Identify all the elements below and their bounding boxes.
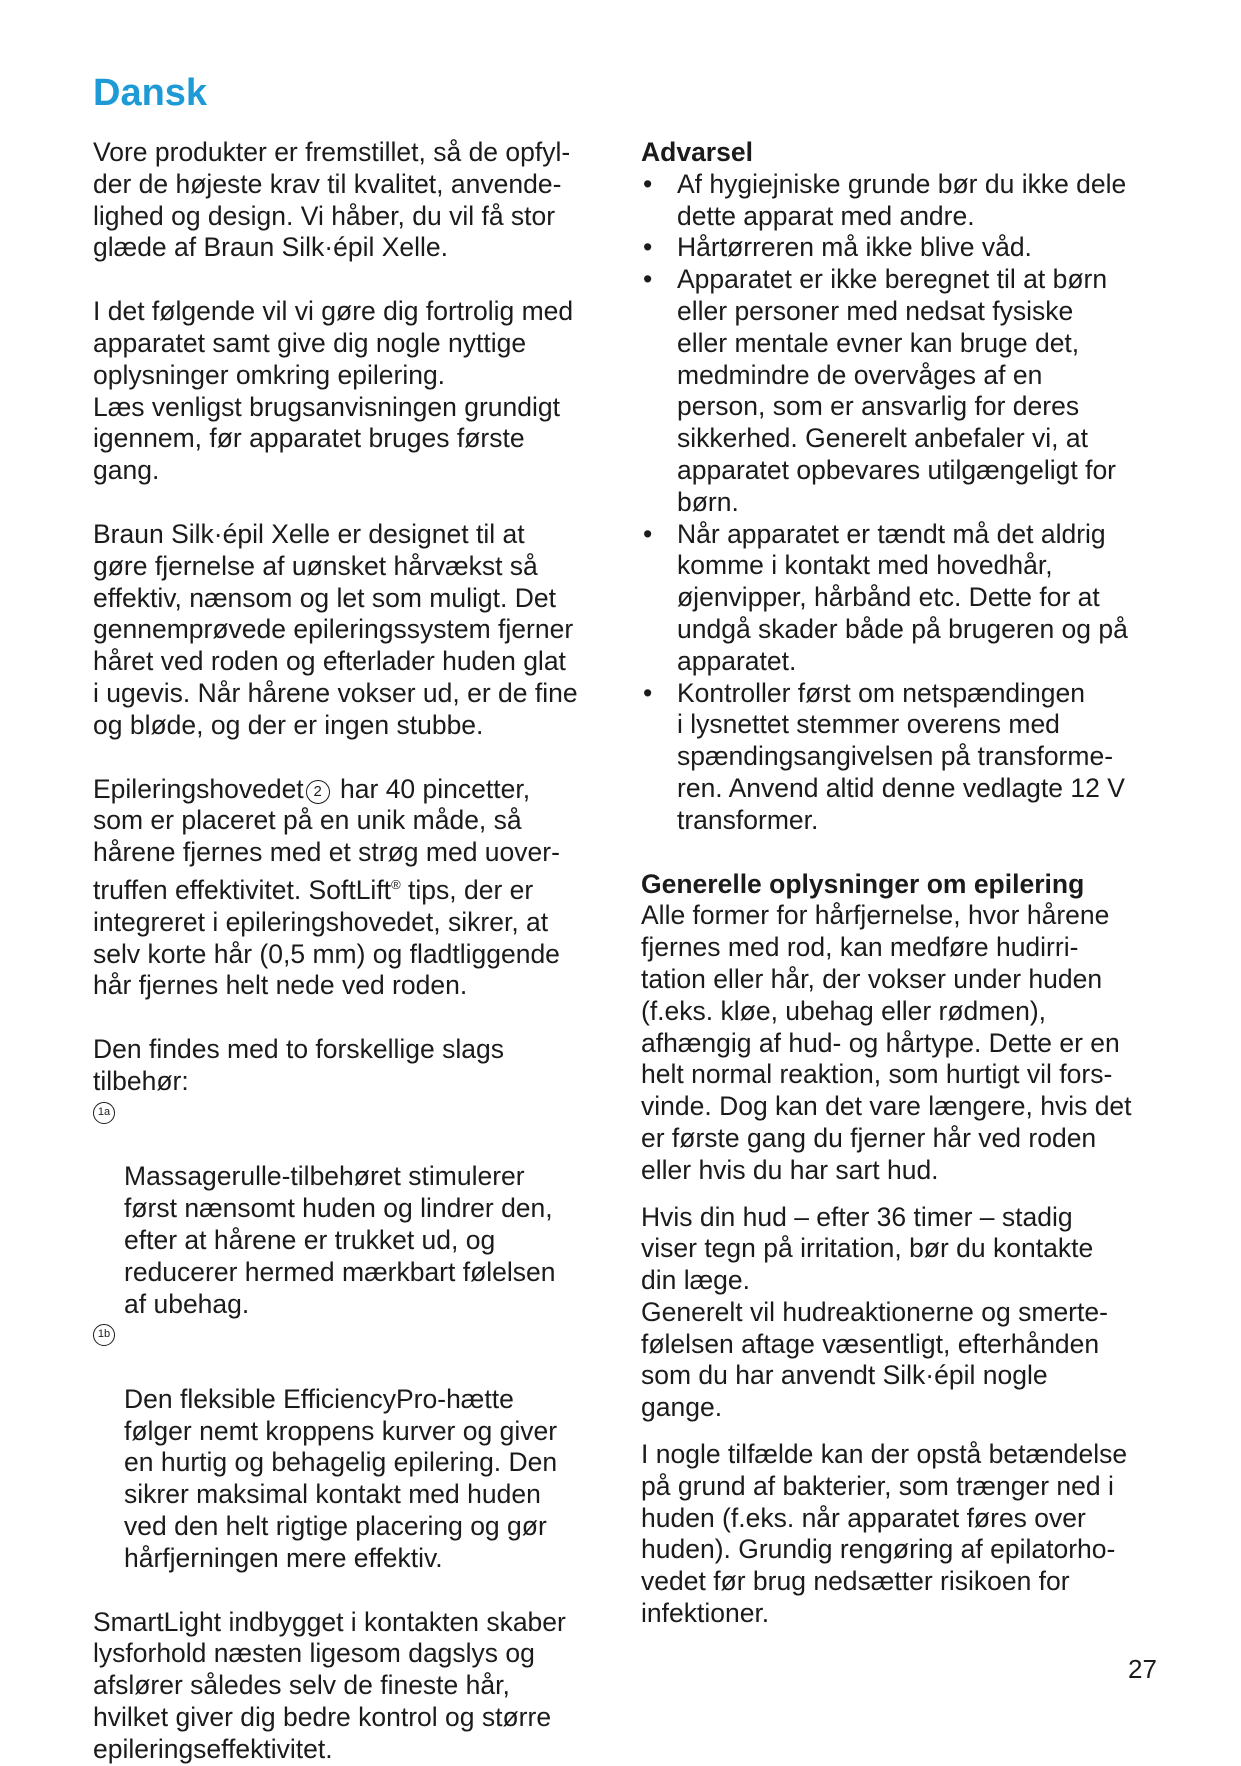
epilation-head-paragraph: [93, 774, 613, 1003]
design-paragraph: Braun Silk·épil Xelle er designet til at gøre fjernelse af uønsket hårvækst så effektiv, nænsom og let som muligt. Det gennemprøvede epileringssystem fjerner håret ved roden og efterlader huden glat i ugevis. Når hårene vokser ud, er de fine og bløde, og der er ingen stubbe.: [93, 518, 578, 740]
familiarize-paragraph: I det følgende vil vi gøre dig fortrolig med apparatet samt give dig nogle nyttige oplysninger omkring epilering.: [93, 296, 574, 390]
intro-paragraph: Vore produkter er fremstillet, så de opfyl- der de højeste krav til kvalitet, anvende- lighed og design. Vi håber, du vil få stor glæde af Braun Silk·épil Xelle.: [93, 137, 571, 263]
page-number: 27: [1128, 1654, 1157, 1684]
accessories-intro-paragraph: Den findes med to forskellige slags tilbehør:: [93, 1034, 504, 1096]
read-instructions-paragraph: Læs venligst brugsanvisningen grundigt igennem, før apparatet bruges første gang.: [93, 391, 560, 486]
warning-item: • Kontroller først om netspændingen i lysnettet stemmer overens med spændingsangivelsen på transforme- ren. Anvend altid denne vedlagte 12 V transformer.: [641, 678, 1161, 837]
accessory-massage-roller: [93, 1098, 613, 1321]
figure-ref-2-badge: 2: [306, 780, 330, 804]
accessory-massage-roller-text: Massagerulle-tilbehøret stimulerer først nænsomt huden og lindrer den, efter at hårene er trukket ud, og reducerer hermed mærkbart følelsen af ubehag.: [124, 1161, 556, 1319]
warning-item: • Hårtørreren må ikke blive våd.: [641, 232, 1161, 264]
registered-mark: ®: [391, 876, 401, 892]
warning-item: • Apparatet er ikke beregnet til at børn eller personer med nedsat fysiske eller mentale evner kan bruge det, medmindre de overvåges af en person, som er ansvarlig for deres sikkerhed. Generelt anbefaler vi, at apparatet opbevares utilgængeligt for børn.: [641, 264, 1161, 518]
warning-list: [641, 169, 1161, 837]
epilation-head-text-c: tips, der er integreret i epileringshovedet, sikrer, at selv korte hår (0,5 mm) og fladtliggende hår fjernes helt nede ved roden.: [93, 874, 560, 1001]
general-info-paragraph-4: I nogle tilfælde kan der opstå betændelse på grund af bakterier, som trænger ned i huden (f.eks. når apparatet føres over huden). Grundig rengøring af epilatorho- vedet før brug nedsætter risikoen for infektioner.: [641, 1439, 1128, 1629]
warning-item: • Af hygiejniske grunde bør du ikke dele dette apparat med andre.: [641, 169, 1161, 233]
smartlight-paragraph: SmartLight indbygget i kontakten skaber lysforhold næsten ligesom dagslys og afslører således selv de fineste hår, hvilket giver dig bedre kontrol og større epileringseffektivitet.: [93, 1606, 566, 1764]
warning-item: • Når apparatet er tændt må det aldrig komme i kontakt med hovedhår, øjenvipper, hårbånd etc. Dette for at undgå skader både på brugeren og på apparatet.: [641, 519, 1161, 678]
page-title: Dansk: [93, 72, 208, 114]
epilation-head-text-a: Epileringshovedet: [93, 773, 304, 804]
left-column: [93, 137, 613, 1766]
warning-heading: Advarsel: [641, 137, 753, 167]
epilation-head-text-b: har 40 pincetter, som er placeret på en unik måde, så hårene fjernes med et strøg med uover- truffen effektivitet. SoftLift: [93, 773, 560, 905]
figure-ref-1a-badge: 1a: [93, 1102, 115, 1124]
accessory-efficiencypro-cap: [93, 1320, 613, 1574]
accessory-efficiencypro-cap-text: Den fleksible EfficiencyPro-hætte følger nemt kroppens kurver og giver en hurtig og behagelig epilering. Den sikrer maksimal kontakt med huden ved den helt rigtige placering og gør hårfjerningen mere effektiv.: [124, 1383, 558, 1573]
general-info-paragraph-3: Generelt vil hudreaktionerne og smerte- følelsen aftage væsentligt, efterhånden som du har anvendt Silk·épil nogle gange.: [641, 1296, 1108, 1423]
general-info-paragraph-2: Hvis din hud – efter 36 timer – stadig viser tegn på irritation, bør du kontakte din læge.: [641, 1201, 1094, 1296]
general-info-heading: Generelle oplysninger om epilering: [641, 868, 1085, 899]
general-info-paragraph-1: Alle former for hårfjernelse, hvor hårene fjernes med rod, kan medføre hudirri- tation eller hår, der vokser under huden (f.eks. kløe, ubehag eller rødmen), afhængig af hud- og hårtype. Dette er en helt normal reaktion, som hurtigt vil fors- vinde. Dog kan det vare længere, hvis det er første gang du fjerner hår ved roden eller hvis du har sart hud.: [641, 900, 1132, 1185]
right-column: [641, 137, 1161, 1630]
figure-ref-1b-badge: 1b: [93, 1324, 115, 1346]
